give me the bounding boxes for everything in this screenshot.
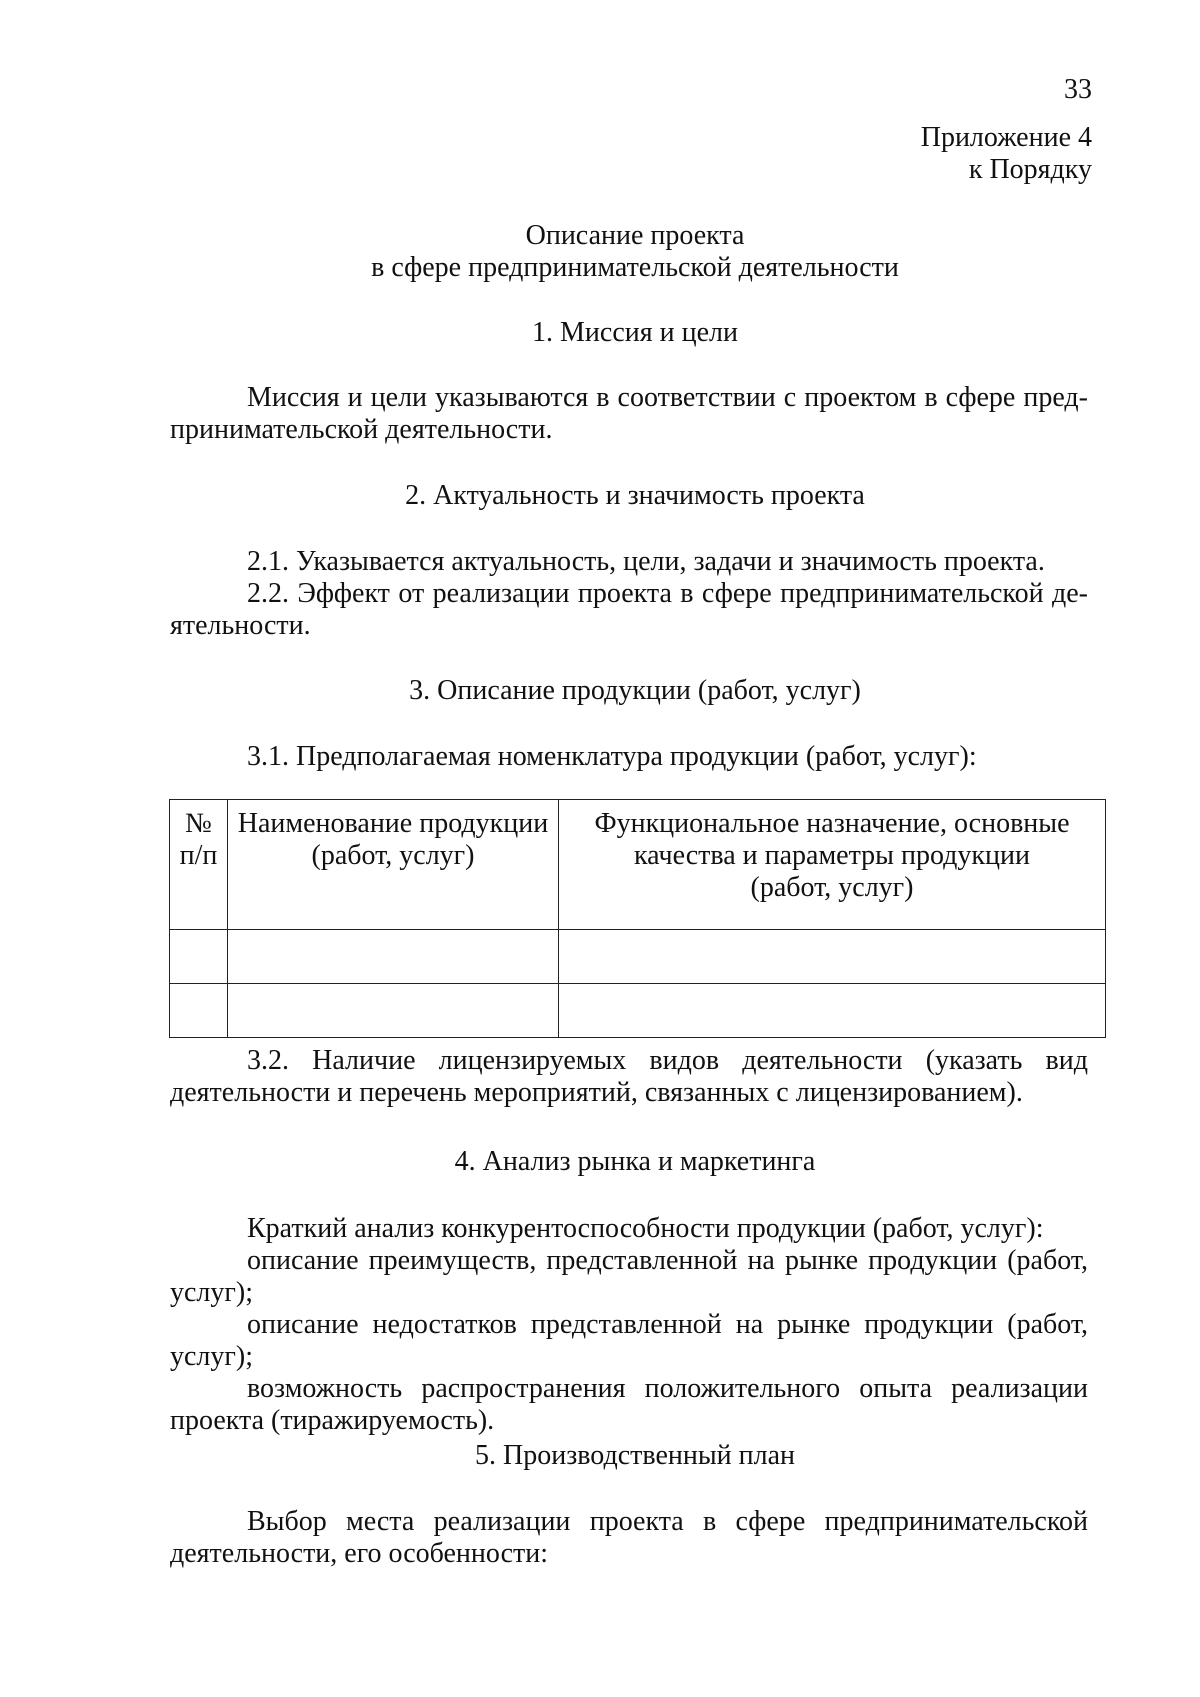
table-header-row bbox=[170, 800, 1106, 930]
section-heading-5: 5. Производственный план bbox=[474, 1440, 796, 1471]
table-cell[interactable] bbox=[228, 984, 559, 1038]
section-5-paragraph: Выбор места реализации проекта в сфере предпринимательской деятельности, его особенности: bbox=[170, 1506, 1088, 1569]
section-4-intro: Краткий анализ конкурентоспособности продукции (работ, услуг): bbox=[247, 1213, 1044, 1244]
appendix-label: Приложение 4 bbox=[920, 122, 1092, 153]
table-cell[interactable] bbox=[170, 930, 228, 984]
section-3-item-2: 3.2. Наличие лицензируемых видов деятельности (указать вид деятельности и перечень мероприятий, связанных с лицензированием). bbox=[170, 1045, 1088, 1108]
document-subtitle: в сфере предпринимательской деятельности bbox=[371, 252, 899, 283]
header-name-line-1: Наименование продукции bbox=[237, 808, 549, 839]
table-row bbox=[170, 930, 1106, 984]
appendix-reference: к Порядку bbox=[968, 154, 1092, 185]
header-purpose-line-3: (работ, услуг) bbox=[750, 872, 914, 903]
section-4-point-1: описание преимуществ, представленной на рынке продукции (работ, услуг); bbox=[170, 1245, 1088, 1308]
header-number-line-1: № bbox=[185, 808, 212, 839]
section-2-item-2-line-2: ятельности. bbox=[170, 610, 311, 641]
header-number bbox=[170, 800, 228, 930]
header-purpose-line-2: качества и параметры продукции bbox=[634, 840, 1030, 871]
document-title: Описание проекта bbox=[525, 220, 745, 251]
section-heading-2: 2. Актуальность и значимость проекта bbox=[405, 480, 865, 511]
header-name-line-2: (работ, услуг) bbox=[311, 840, 475, 871]
table-cell[interactable] bbox=[228, 930, 559, 984]
table-cell[interactable] bbox=[559, 930, 1106, 984]
section-4-point-3: возможность распространения положительного опыта реализации проекта (тиражируемость). bbox=[170, 1373, 1088, 1436]
nomenclature-table bbox=[169, 799, 1106, 1038]
section-heading-3: 3. Описание продукции (работ, услуг) bbox=[409, 675, 861, 706]
section-3-item-1: 3.1. Предполагаемая номенклатура продукции (работ, услуг): bbox=[247, 741, 977, 772]
table-cell[interactable] bbox=[170, 984, 228, 1038]
section-2-item-1: 2.1. Указывается актуальность, цели, задачи и значимость проекта. bbox=[247, 546, 1045, 577]
header-purpose-line-1: Функциональное назначение, основные bbox=[594, 808, 1070, 839]
section-heading-4: 4. Анализ рынка и маркетинга bbox=[454, 1146, 816, 1177]
table-cell[interactable] bbox=[559, 984, 1106, 1038]
table-row bbox=[170, 984, 1106, 1038]
section-1-paragraph-line-2: принимательской деятельности. bbox=[170, 414, 553, 445]
header-purpose bbox=[559, 800, 1106, 930]
section-2-item-2-line-1: 2.2. Эффект от реализации проекта в сфере предпринимательской де- bbox=[247, 578, 1088, 609]
section-heading-1: 1. Миссия и цели bbox=[532, 317, 738, 348]
section-1-paragraph-line-1: Миссия и цели указываются в соответствии с проектом в сфере пред- bbox=[247, 382, 1088, 413]
header-number-line-2: п/п bbox=[179, 840, 218, 871]
header-name bbox=[228, 800, 559, 930]
section-4-point-2: описание недостатков представленной на рынке продукции (работ, услуг); bbox=[170, 1309, 1088, 1372]
page-number: 33 bbox=[1064, 74, 1092, 105]
